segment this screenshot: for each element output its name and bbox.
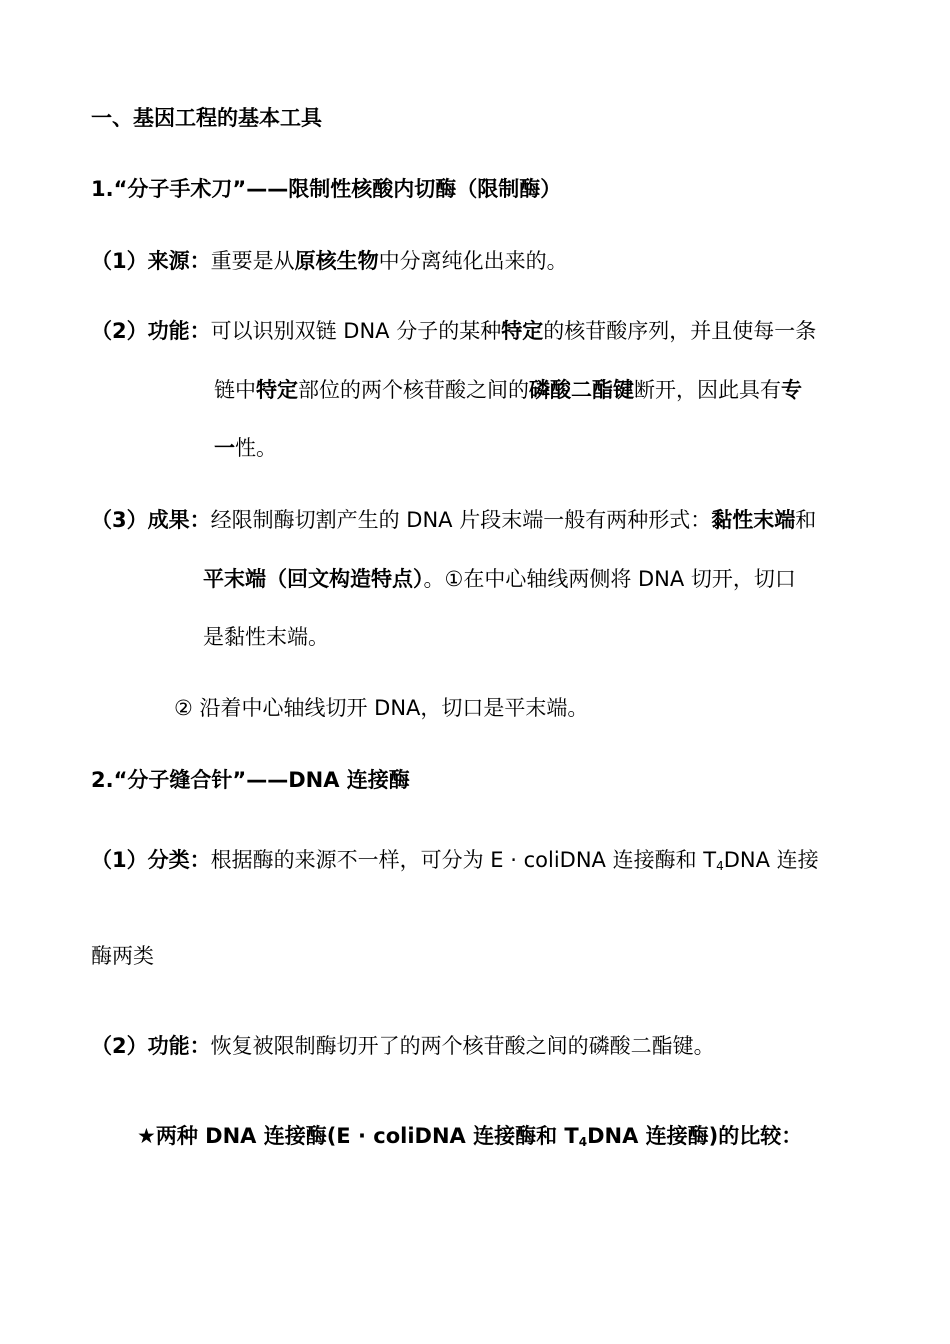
paragraph-result-line1	[91, 505, 816, 535]
subscript: 4	[716, 859, 724, 873]
text: 中分离纯化出来的。	[378, 249, 568, 273]
bold-term: 专	[781, 378, 802, 402]
item-label: （3）成果：	[91, 508, 211, 532]
bold-term: 原核生物	[294, 249, 379, 273]
item-label: （2）功能：	[91, 1034, 211, 1058]
paragraph-source	[91, 246, 568, 276]
text: 断开，因此具有	[634, 378, 781, 402]
text: 恢复被限制酶切开了的两个核苷酸之间的磷酸二酯键。	[210, 1034, 715, 1058]
bold-term: 特定	[256, 378, 298, 402]
text: 。①在中心轴线两侧将 DNA 切开，切口	[423, 567, 796, 591]
item-label: （1）分类：	[91, 848, 211, 872]
paragraph-classification-line1	[91, 845, 819, 875]
text: ② 沿着中心轴线切开 DNA，切口是平末端。	[174, 696, 589, 720]
bold-term: 一	[214, 436, 235, 460]
bold-term: 磷酸二酯键	[529, 378, 634, 402]
bold-term: 平末端（回文构造特点）	[203, 567, 424, 591]
paragraph-function-line2	[214, 375, 802, 405]
paragraph-result-line3	[203, 622, 329, 652]
text: DNA 连接酶)的比较：	[587, 1124, 803, 1148]
subsection-title-restriction-enzyme: 1.“分子手术刀”——限制性核酸内切酶（限制酶）	[91, 177, 562, 201]
paragraph-classification-line2	[91, 941, 154, 971]
text: 部位的两个核苷酸之间的	[298, 378, 529, 402]
paragraph-ligase-function	[91, 1031, 715, 1061]
bold-term: 黏性末端	[711, 508, 796, 532]
text: 是黏性末端。	[203, 625, 329, 649]
text: ★两种 DNA 连接酶(E · coliDNA 连接酶和 T	[137, 1124, 579, 1148]
subscript: 4	[578, 1135, 588, 1149]
text: DNA 连接	[723, 848, 819, 872]
text: 可以识别双链 DNA 分子的某种	[210, 319, 502, 343]
text: 酶两类	[91, 944, 154, 968]
text: 根据酶的来源不一样，可分为 E · coliDNA 连接酶和 T	[210, 848, 717, 872]
comparison-heading	[137, 1121, 802, 1151]
bold-term: 特定	[501, 319, 544, 343]
paragraph-function-line1	[91, 316, 816, 346]
section-heading: 一、基因工程的基本工具	[91, 106, 322, 130]
paragraph-function-line3	[214, 433, 277, 463]
text: 链中	[214, 378, 256, 402]
text: 经限制酶切割产生的 DNA 片段末端一般有两种形式：	[210, 508, 712, 532]
item-label: （2）功能：	[91, 319, 211, 343]
text: 性。	[235, 436, 277, 460]
text: 和	[795, 508, 817, 532]
text: 重要是从	[210, 249, 295, 273]
paragraph-result-line2	[203, 564, 796, 594]
text: 的核苷酸序列，并且使每一条	[543, 319, 817, 343]
paragraph-result-line4	[174, 693, 588, 723]
subsection-title-dna-ligase: 2.“分子缝合针”——DNA 连接酶	[91, 768, 410, 792]
item-label: （1）来源：	[91, 249, 211, 273]
